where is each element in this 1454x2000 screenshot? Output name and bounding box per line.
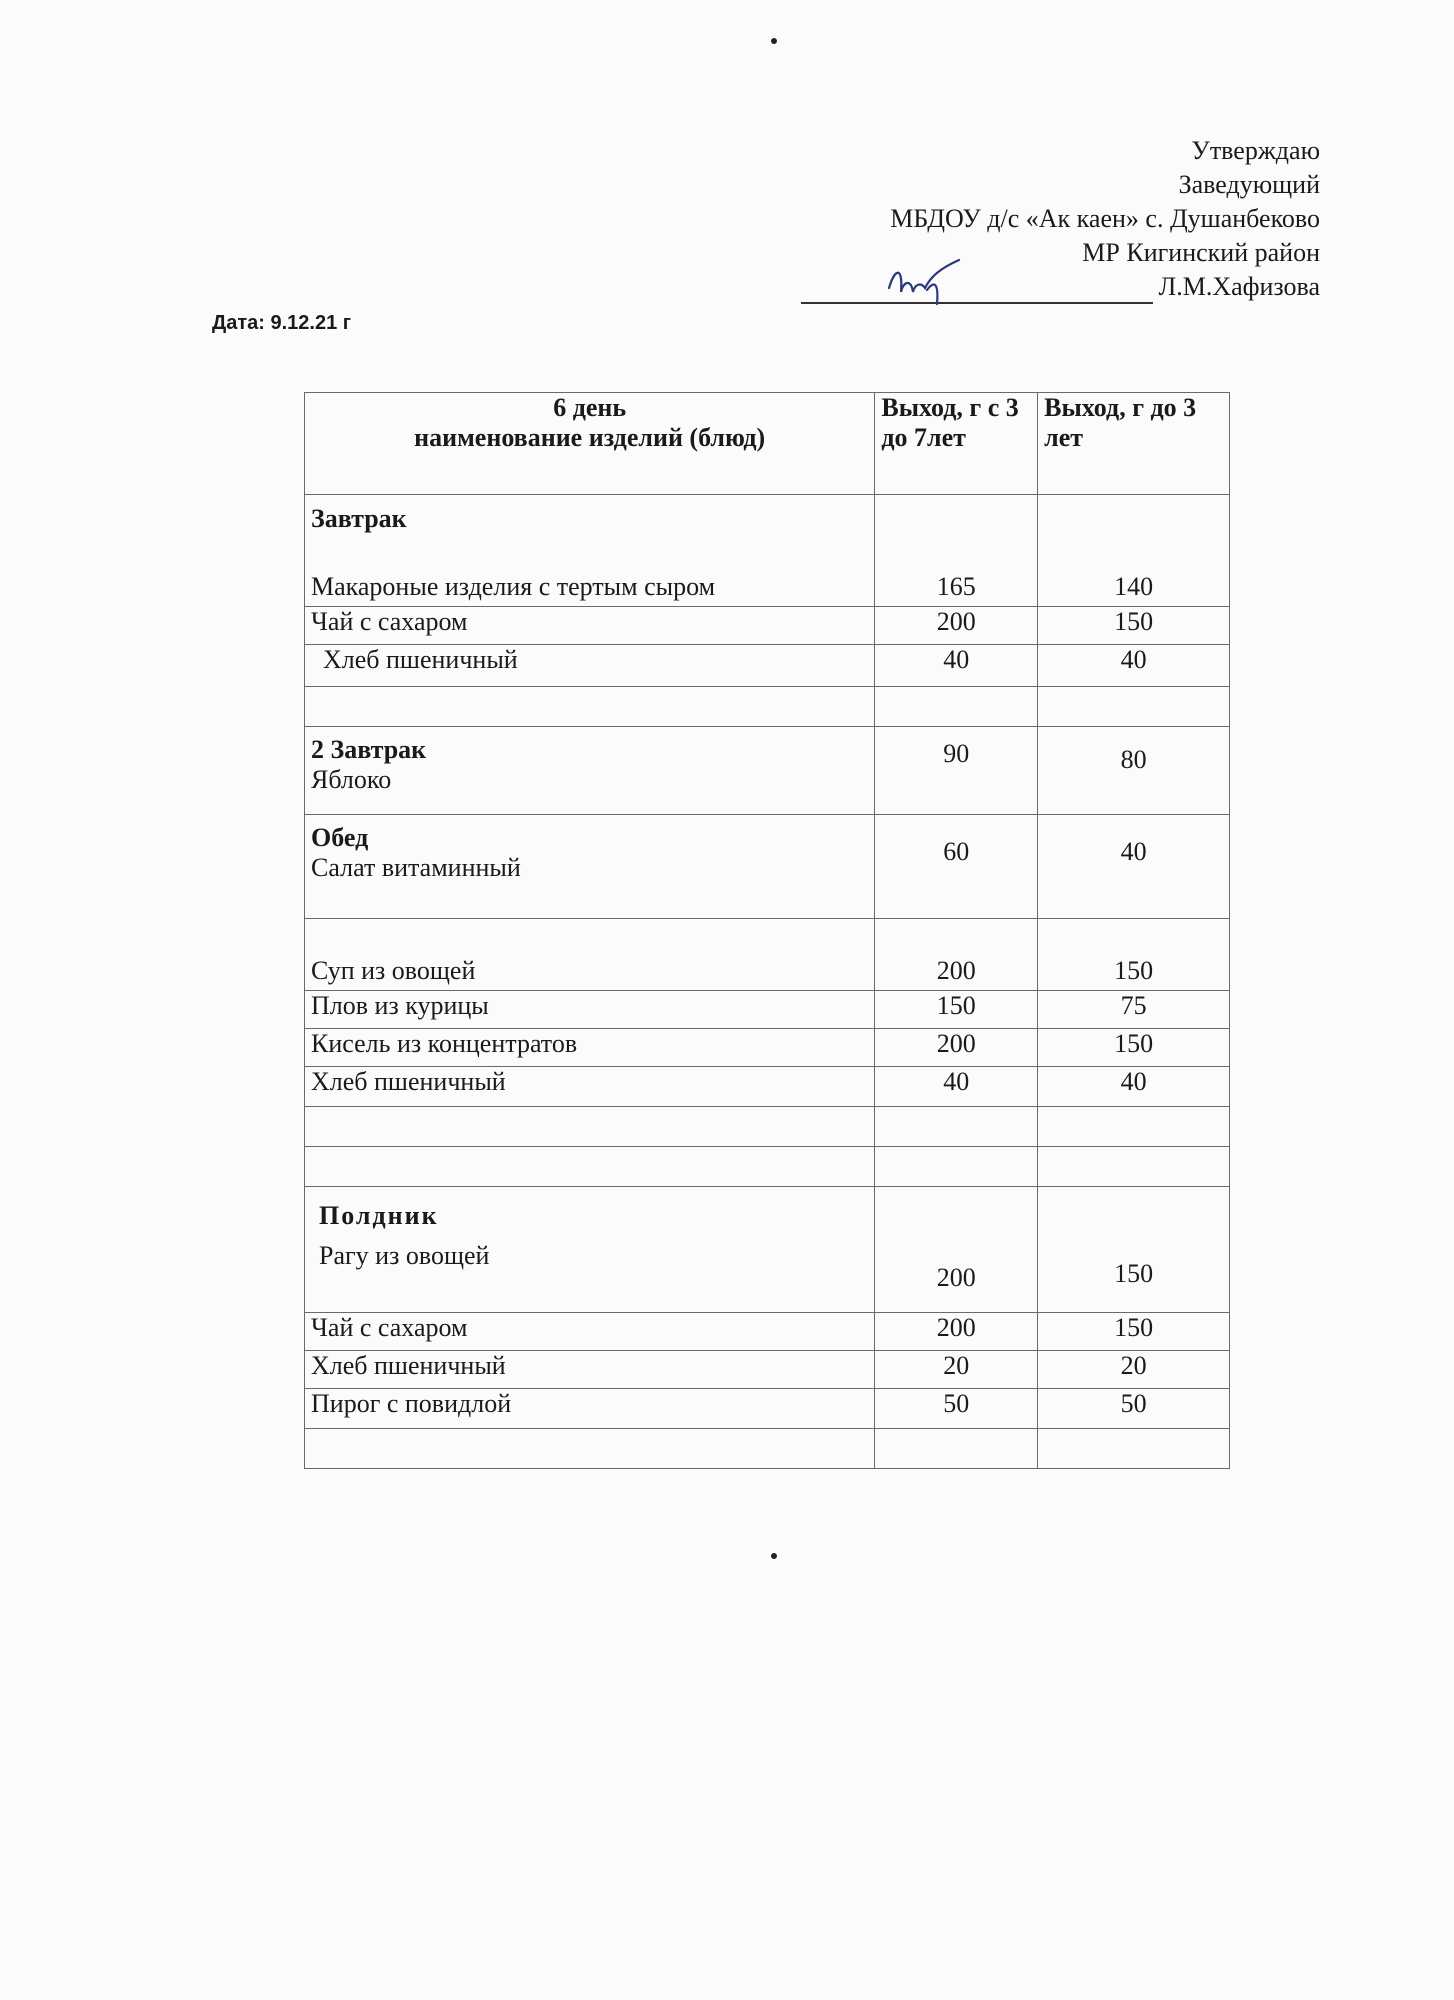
table-row xyxy=(305,991,1230,1029)
yield-3-7: 90 xyxy=(875,727,1038,815)
table-header xyxy=(305,393,1230,495)
header-name-cell xyxy=(305,393,875,495)
snack-cell xyxy=(305,1187,875,1313)
table-row xyxy=(305,1389,1230,1429)
table-row xyxy=(305,495,1230,607)
empty-row xyxy=(305,1147,1230,1187)
lunch-cell xyxy=(305,815,875,919)
dish-name: Хлеб пшеничный xyxy=(305,1067,875,1107)
document-date: Дата: 9.12.21 г xyxy=(212,312,352,334)
section-title: Обед xyxy=(311,823,369,852)
dish-name: Макароные изделия с тертым сыром xyxy=(311,572,716,601)
table-row xyxy=(305,1351,1230,1389)
header-name: наименование изделий (блюд) xyxy=(414,423,766,452)
section-title: 2 Завтрак xyxy=(311,735,427,764)
approval-title: Утверждаю xyxy=(1191,136,1320,165)
empty-row xyxy=(305,1107,1230,1147)
breakfast2-cell xyxy=(305,727,875,815)
dish-name: Рагу из овощей xyxy=(319,1241,490,1270)
empty-row xyxy=(305,1429,1230,1469)
header-col-a: Выход, г с 3 до 7лет xyxy=(875,393,1038,495)
yield-under-3: 75 xyxy=(1038,991,1230,1029)
yield-3-7: 150 xyxy=(875,991,1038,1029)
empty-row xyxy=(305,687,1230,727)
yield-3-7: 60 xyxy=(875,815,1038,919)
section-title: Завтрак xyxy=(311,504,407,533)
dish-name: Чай с сахаром xyxy=(305,1313,875,1351)
yield-3-7: 20 xyxy=(875,1351,1038,1389)
scan-speck xyxy=(771,1553,777,1559)
yield-under-3: 150 xyxy=(1038,919,1230,991)
dish-name: Хлеб пшеничный xyxy=(305,1351,875,1389)
table-row xyxy=(305,645,1230,687)
yield-under-3: 150 xyxy=(1038,1313,1230,1351)
director-name: Л.М.Хафизова xyxy=(1158,272,1320,301)
yield-under-3: 50 xyxy=(1038,1389,1230,1429)
yield-3-7: 200 xyxy=(875,1187,1038,1313)
yield-under-3: 150 xyxy=(1038,1029,1230,1067)
dish-name: Чай с сахаром xyxy=(305,607,875,645)
table-row xyxy=(305,1313,1230,1351)
header-day: 6 день xyxy=(553,393,627,422)
breakfast-cell xyxy=(305,495,875,607)
table-row xyxy=(305,815,1230,919)
table-row xyxy=(305,727,1230,815)
header-col-b: Выход, г до 3 лет xyxy=(1038,393,1230,495)
district-name: МР Кигинский район xyxy=(1082,238,1320,267)
menu-table xyxy=(304,392,1230,1469)
institution-name: МБДОУ д/с «Ак каен» с. Душанбеково xyxy=(890,204,1320,233)
section-title: Полдник xyxy=(319,1201,439,1230)
yield-under-3: 40 xyxy=(1038,1067,1230,1107)
yield-3-7: 165 xyxy=(875,495,1038,607)
dish-name: Хлеб пшеничный xyxy=(305,645,875,687)
approval-block xyxy=(801,134,1320,304)
yield-3-7: 200 xyxy=(875,1313,1038,1351)
yield-3-7: 40 xyxy=(875,645,1038,687)
yield-3-7: 200 xyxy=(875,607,1038,645)
yield-under-3: 80 xyxy=(1038,727,1230,815)
table-row xyxy=(305,607,1230,645)
yield-3-7: 200 xyxy=(875,1029,1038,1067)
yield-3-7: 200 xyxy=(875,919,1038,991)
signature-row xyxy=(801,270,1320,304)
yield-3-7: 50 xyxy=(875,1389,1038,1429)
approver-position: Заведующий xyxy=(1178,170,1320,199)
table-row xyxy=(305,1067,1230,1107)
yield-under-3: 40 xyxy=(1038,645,1230,687)
yield-under-3: 40 xyxy=(1038,815,1230,919)
dish-name: Яблоко xyxy=(311,765,392,794)
table-row xyxy=(305,1187,1230,1313)
dish-name: Суп из овощей xyxy=(305,919,875,991)
table-row xyxy=(305,1029,1230,1067)
dish-name: Кисель из концентратов xyxy=(305,1029,875,1067)
scan-speck xyxy=(771,38,777,44)
dish-name: Плов из курицы xyxy=(305,991,875,1029)
yield-under-3: 150 xyxy=(1038,607,1230,645)
yield-under-3: 140 xyxy=(1038,495,1230,607)
yield-under-3: 150 xyxy=(1038,1187,1230,1313)
dish-name: Салат витаминный xyxy=(311,853,521,882)
table-row xyxy=(305,919,1230,991)
yield-3-7: 40 xyxy=(875,1067,1038,1107)
signature-image xyxy=(881,258,971,308)
dish-name: Пирог с повидлой xyxy=(305,1389,875,1429)
signature-line xyxy=(801,276,1153,304)
yield-under-3: 20 xyxy=(1038,1351,1230,1389)
